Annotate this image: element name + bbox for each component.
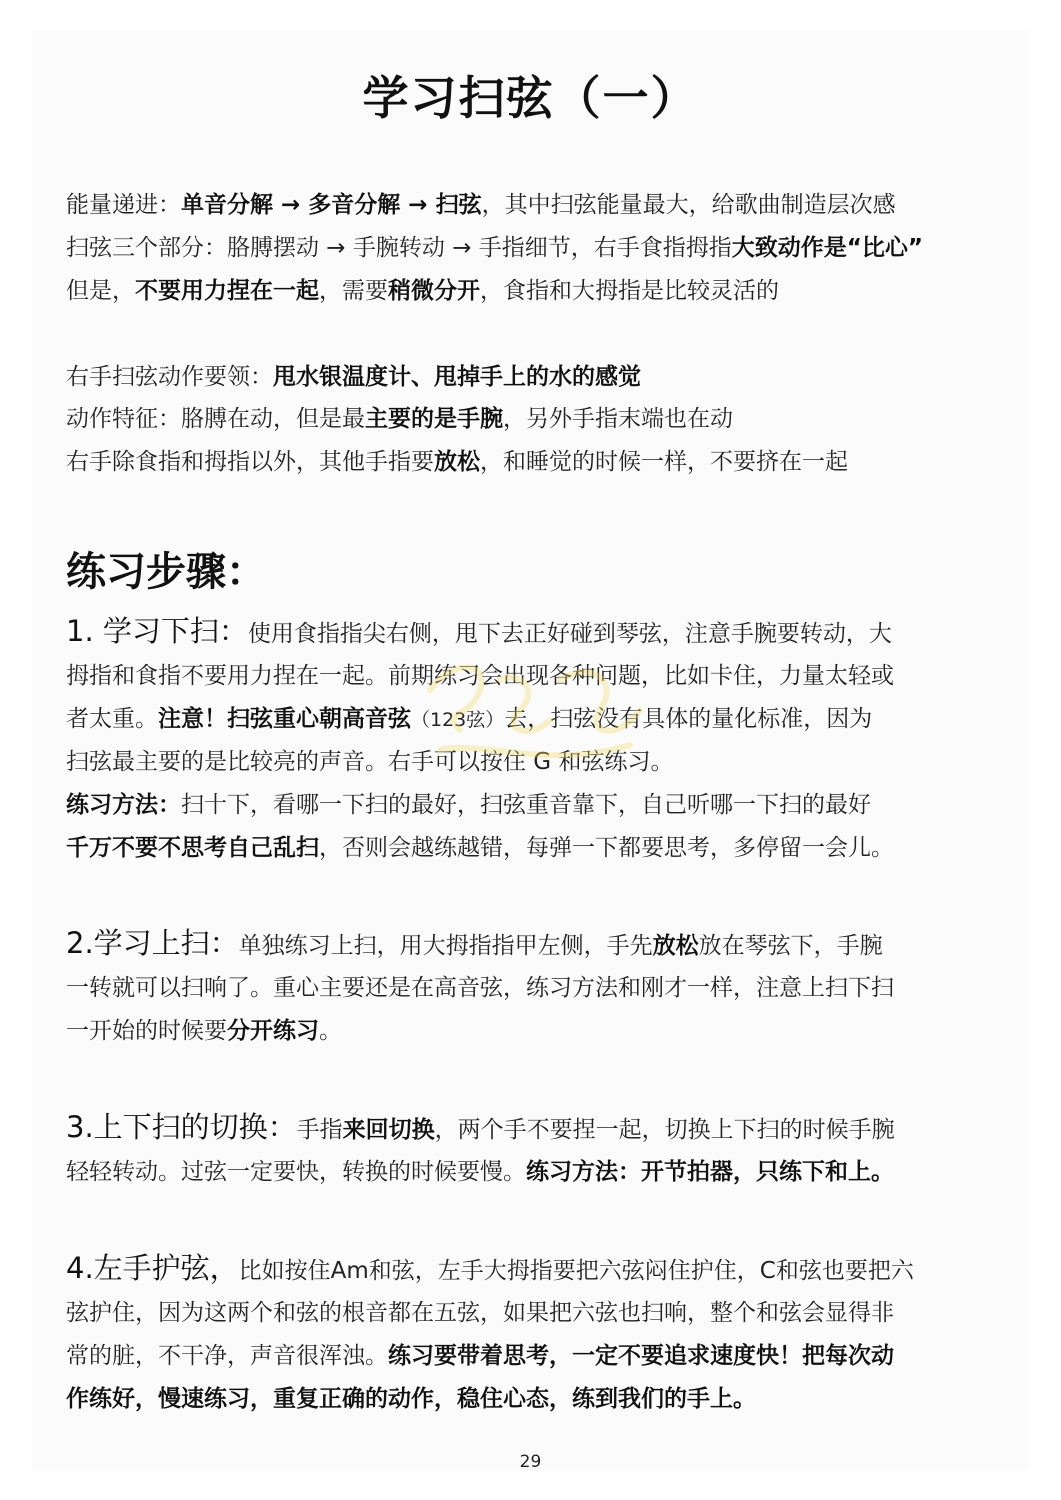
intro-line-2 — [66, 233, 923, 263]
text-span: ，需要 — [319, 278, 388, 304]
step4-line-1 — [66, 1253, 914, 1286]
step3-line-2 — [66, 1157, 894, 1187]
text-span: 动作特征：胳膊在动，但是最 — [66, 406, 365, 432]
page-number: 29 — [519, 1452, 542, 1472]
bold-span: 主要的是手腕 — [365, 406, 503, 432]
step3-line-1 — [66, 1112, 895, 1145]
text-span: ，另外手指末端也在动 — [503, 406, 733, 432]
text-span: 放在琴弦下，手腕 — [698, 933, 883, 959]
bold-span: 放松 — [652, 933, 699, 959]
step2-line-1 — [66, 928, 883, 961]
step2-line-3 — [66, 1016, 342, 1046]
step4-line-2: 弦护住，因为这两个和弦的根音都在五弦，如果把六弦也扫响，整个和弦会显得非 — [66, 1300, 894, 1326]
step1-line-2: 拇指和食指不要用力捏在一起。前期练习会出现各种问题，比如卡住，力量太轻或 — [66, 663, 894, 689]
step4-line-3 — [66, 1341, 894, 1371]
step1-line-1 — [66, 616, 892, 649]
text-span: 单独练习上扫，用大拇指指甲左侧，手先 — [238, 933, 653, 959]
bold-span: 不要用力捏在一起 — [135, 278, 319, 304]
text-span: ，其中扫弦能量最大，给歌曲制造层次感 — [481, 192, 896, 218]
text-span: 扫十下，看哪一下扫的最好，扫弦重音靠下，自己听哪一下扫的最好 — [181, 792, 871, 818]
text-span: 右手除食指和拇指以外，其他手指要 — [66, 449, 434, 475]
text-span: 常的脏，不干净，声音很浑浊。 — [66, 1343, 388, 1369]
text-span: 扫弦三个部分：胳膊摆动 → 手腕转动 → 手指细节，右手食指拇指 — [66, 235, 732, 261]
text-span: 使用食指指尖右侧，甩下去正好碰到琴弦，注意手腕要转动，大 — [247, 621, 892, 647]
step1-line-5 — [66, 790, 871, 820]
bold-span: 千万不要不思考自己乱扫 — [66, 835, 319, 861]
steps-heading: 练习步骤： — [66, 549, 266, 595]
text-span: 能量递进： — [66, 192, 181, 218]
step2-line-2: 一转就可以扫响了。重心主要还是在高音弦，练习方法和刚才一样，注意上扫下扫 — [66, 975, 894, 1001]
text-span: ，否则会越练越错，每弹一下都要思考，多停留一会儿。 — [319, 835, 894, 861]
bold-span: 分开练习 — [227, 1018, 319, 1044]
text-span: ，两个手不要捏一起，切换上下扫的时候手腕 — [434, 1117, 895, 1143]
bold-span: 来回切换 — [342, 1117, 435, 1143]
bold-span: 单音分解 → 多音分解 → 扫弦 — [181, 192, 482, 218]
bold-span: 练习要带着思考，一定不要追求速度快！把每次动 — [388, 1343, 894, 1369]
tips-line-3 — [66, 447, 848, 477]
intro-line-1 — [66, 190, 896, 220]
tips-line-2 — [66, 404, 733, 434]
text-span: 手指 — [296, 1117, 343, 1143]
step1-line-6 — [66, 833, 894, 863]
bold-span: 大致动作是“比心” — [731, 235, 924, 261]
step2-title: 2.学习上扫： — [66, 926, 239, 960]
tips-line-1 — [66, 362, 641, 392]
text-span: 。 — [319, 1018, 342, 1044]
step1-line-3 — [66, 704, 872, 735]
text-span: 轻轻转动。过弦一定要快，转换的时候要慢。 — [66, 1159, 526, 1185]
text-span: 去，扫弦没有具体的量化标准，因为 — [504, 706, 873, 732]
intro-line-3 — [66, 276, 779, 306]
step4-title: 4.左手护弦， — [66, 1251, 239, 1285]
bold-span: 练习方法： — [66, 792, 181, 818]
bold-span: 注意！扫弦重心朝高音弦 — [158, 706, 411, 732]
bold-span: 练习方法：开节拍器，只练下和上。 — [526, 1159, 894, 1185]
step3-title: 3.上下扫的切换： — [66, 1110, 297, 1144]
step1-title: 1. 学习下扫： — [66, 614, 248, 648]
text-span: ，食指和大拇指是比较灵活的 — [480, 278, 779, 304]
text-span: 一开始的时候要 — [66, 1018, 227, 1044]
text-span: （123弦） — [411, 709, 505, 731]
text-span: 者太重。 — [66, 706, 158, 732]
page-title: 学习扫弦（一） — [362, 71, 699, 125]
bold-span: 稍微分开 — [388, 278, 480, 304]
text-span: ，和睡觉的时候一样，不要挤在一起 — [480, 449, 848, 475]
bold-span: 放松 — [434, 449, 480, 475]
text-span: 但是， — [66, 278, 135, 304]
text-span: 比如按住Am和弦，左手大拇指要把六弦闷住护住，C和弦也要把六 — [238, 1258, 914, 1284]
text-span: 右手扫弦动作要领： — [66, 364, 273, 390]
step1-line-4: 扫弦最主要的是比较亮的声音。右手可以按住 G 和弦练习。 — [66, 749, 674, 775]
step4-line-4: 作练好，慢速练习，重复正确的动作，稳住心态，练到我们的手上。 — [66, 1386, 756, 1412]
bold-span: 甩水银温度计、甩掉手上的水的感觉 — [273, 364, 641, 390]
